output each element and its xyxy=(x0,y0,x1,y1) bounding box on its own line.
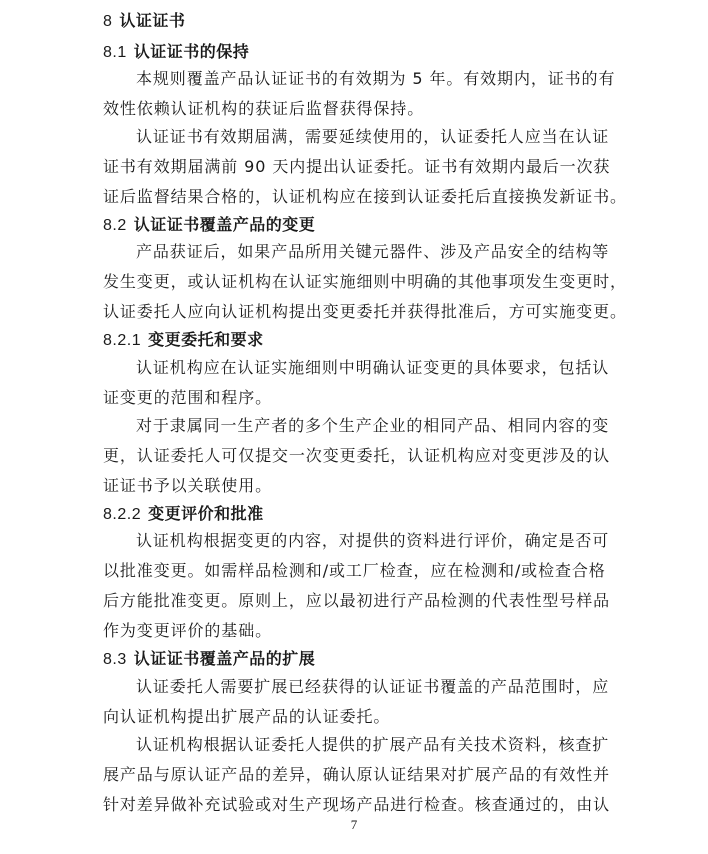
paragraph-renewal xyxy=(103,122,627,212)
paragraph-line: 认证证书有效期届满，需要延续使用的，认证委托人应当在认证 xyxy=(136,127,610,146)
section-heading-8-2-2 xyxy=(103,504,264,525)
section-title: 认证证书 xyxy=(119,11,186,30)
paragraph-line: 认证机构应在认证实施细则中明确认证变更的具体要求，包括认 xyxy=(136,358,610,377)
paragraph-line: 认证委托人应向认证机构提出变更委托并获得批准后，方可实施变更。 xyxy=(103,302,627,321)
paragraph-line: 展产品与原认证产品的差异，确认原认证结果对扩展产品的有效性并 xyxy=(103,765,611,784)
section-title: 认证证书的保持 xyxy=(133,42,250,61)
paragraph-line: 证后监督结果合格的，认证机构应在接到认证委托后直接换发新证书。 xyxy=(103,187,627,206)
paragraph-line: 以批准变更。如需样品检测和/或工厂检查，应在检测和/或检查合格 xyxy=(103,561,606,580)
section-title: 变更委托和要求 xyxy=(148,330,264,349)
section-heading-8-2-1 xyxy=(103,330,264,351)
paragraph-change-evaluation xyxy=(103,526,609,646)
paragraph-line: 针对差异做补充试验或对生产现场产品进行检查。核查通过的，由认 xyxy=(103,795,611,814)
paragraph-extension-request xyxy=(103,672,609,732)
paragraph-line: 发生变更，或认证机构在认证实施细则中明确的其他事项发生变更时， xyxy=(103,272,627,291)
paragraph-line: 作为变更评价的基础。 xyxy=(103,621,273,640)
paragraph-line: 产品获证后，如果产品所用关键元器件、涉及产品安全的结构等 xyxy=(136,242,610,261)
paragraph-line: 效性依赖认证机构的获证后监督获得保持。 xyxy=(103,99,425,118)
paragraph-change-conditions xyxy=(103,237,627,327)
paragraph-line: 证变更的范围和程序。 xyxy=(103,388,273,407)
section-title: 变更评价和批准 xyxy=(148,504,264,523)
paragraph-line: 证书有效期届满前 90 天内提出认证委托。证书有效期内最后一次获 xyxy=(103,157,611,176)
section-title: 认证证书覆盖产品的变更 xyxy=(133,215,316,234)
section-number: 8.1 xyxy=(103,44,127,61)
paragraph-line: 认证委托人需要扩展已经获得的认证证书覆盖的产品范围时，应 xyxy=(136,677,610,696)
section-heading-8-3 xyxy=(103,649,315,670)
section-number: 8.2.2 xyxy=(103,506,142,523)
paragraph-line: 本规则覆盖产品认证证书的有效期为 5 年。有效期内，证书的有 xyxy=(136,69,616,88)
section-heading-8 xyxy=(103,11,185,32)
section-number: 8 xyxy=(103,13,113,30)
paragraph-line: 更，认证委托人可仅提交一次变更委托，认证机构应对变更涉及的认 xyxy=(103,446,611,465)
section-number: 8.3 xyxy=(103,651,127,668)
section-title: 认证证书覆盖产品的扩展 xyxy=(133,649,316,668)
paragraph-line: 向认证机构提出扩展产品的认证委托。 xyxy=(103,707,391,726)
paragraph-change-requirements xyxy=(103,353,609,413)
section-heading-8-1 xyxy=(103,42,249,63)
paragraph-extension-review xyxy=(103,730,609,820)
paragraph-line: 认证机构根据认证委托人提供的扩展产品有关技术资料，核查扩 xyxy=(136,735,610,754)
page-number: 7 xyxy=(350,817,358,832)
section-number: 8.2.1 xyxy=(103,332,142,349)
section-heading-8-2 xyxy=(103,215,315,236)
section-number: 8.2 xyxy=(103,217,127,234)
paragraph-line: 证证书予以关联使用。 xyxy=(103,476,273,495)
paragraph-multiple-enterprises xyxy=(103,411,609,501)
paragraph-line: 认证机构根据变更的内容，对提供的资料进行评价，确定是否可 xyxy=(136,531,610,550)
paragraph-line: 后方能批准变更。原则上，应以最初进行产品检测的代表性型号样品 xyxy=(103,591,611,610)
paragraph-validity xyxy=(103,64,616,124)
paragraph-line: 对于隶属同一生产者的多个生产企业的相同产品、相同内容的变 xyxy=(136,416,610,435)
